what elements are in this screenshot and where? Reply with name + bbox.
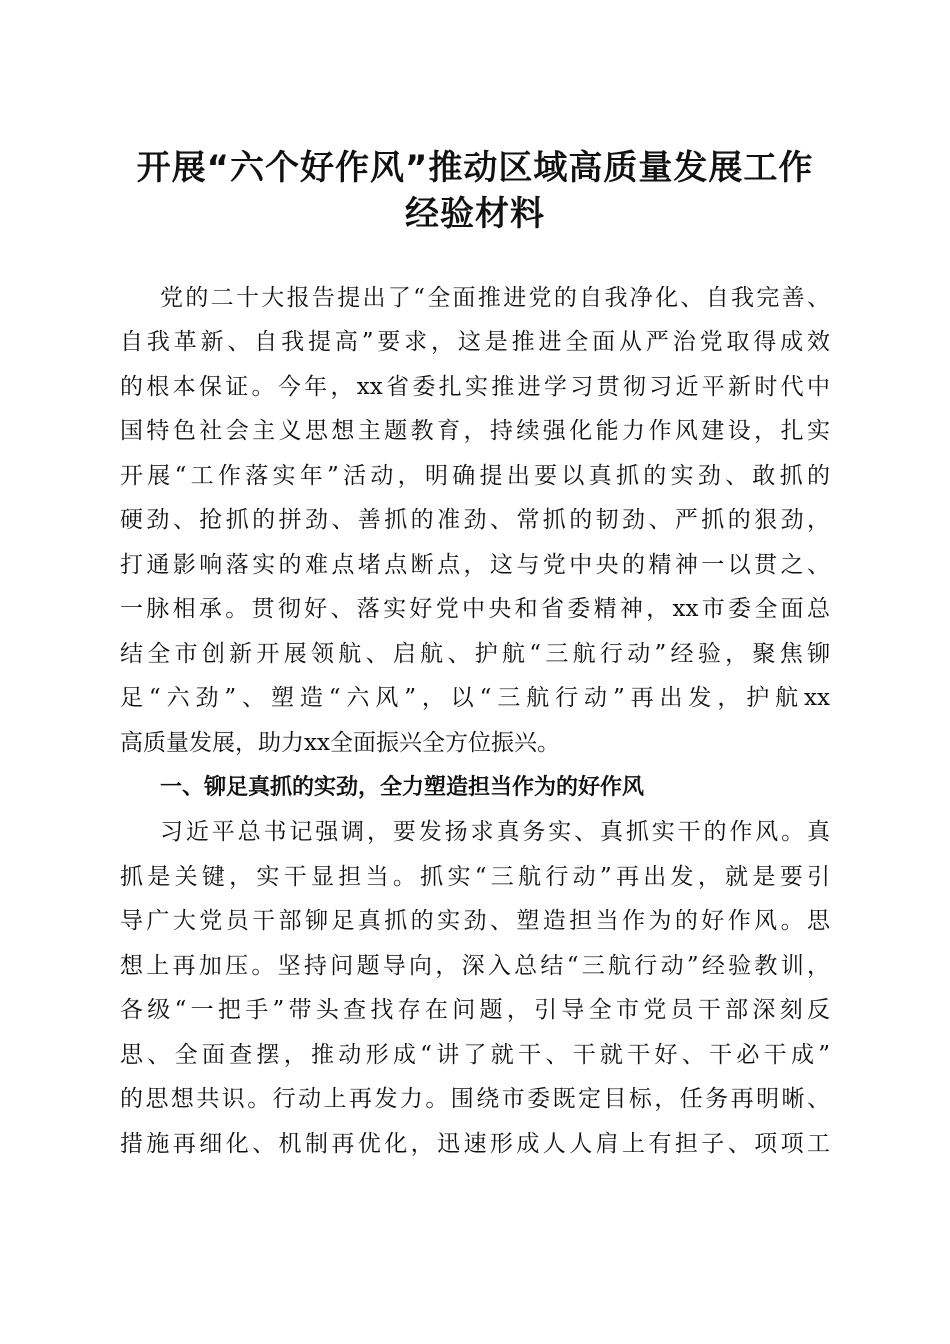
paragraph-2-line: 导广大党员干部铆足真抓的实劲、塑造担当作为的好作风。思: [120, 908, 830, 934]
paragraph-2-line: 习近平总书记强调，要发扬求真务实、真抓实干的作风。真: [160, 819, 830, 845]
paragraph-2-line: 各级“一把手”带头查找存在问题，引导全市党员干部深刻反: [120, 997, 830, 1023]
paragraph-1-line: 结全市创新开展领航、启航、护航“三航行动”经验，聚焦铆: [120, 641, 830, 667]
paragraph-1-line: 的根本保证。今年，xx省委扎实推进学习贯彻习近平新时代中: [120, 374, 830, 400]
paragraph-2-line: 的思想共识。行动上再发力。围绕市委既定目标，任务再明晰、: [120, 1086, 830, 1112]
document-title-line-2: 经验材料: [405, 194, 545, 234]
paragraph-1-line: 自我革新、自我提高”要求，这是推进全面从严治党取得成效: [120, 329, 830, 355]
paragraph-2-line: 措施再细化、机制再优化，迅速形成人人肩上有担子、项项工: [120, 1131, 830, 1157]
paragraph-1-line: 一脉相承。贯彻好、落实好党中央和省委精神，xx市委全面总: [120, 596, 830, 622]
section-heading-1: 一、铆足真抓的实劲，全力塑造担当作为的好作风: [160, 775, 645, 800]
paragraph-1-line: 高质量发展，助力xx全面振兴全方位振兴。: [120, 730, 560, 756]
paragraph-2-line: 思、全面查摆，推动形成“讲了就干、干就干好、干必干成”: [120, 1042, 830, 1068]
paragraph-1-line: 硬劲、抢抓的拼劲、善抓的准劲、常抓的韧劲、严抓的狠劲，: [120, 507, 830, 533]
paragraph-2-line: 想上再加压。坚持问题导向，深入总结“三航行动”经验教训，: [120, 953, 830, 979]
paragraph-1-line: 开展“工作落实年”活动，明确提出要以真抓的实劲、敢抓的: [120, 463, 830, 489]
paragraph-1-line: 国特色社会主义思想主题教育，持续强化能力作风建设，扎实: [120, 418, 830, 444]
paragraph-1-line: 足“六劲”、塑造“六风”，以“三航行动”再出发，护航xx: [120, 685, 830, 711]
paragraph-2-line: 抓是关键，实干显担当。抓实“三航行动”再出发，就是要引: [120, 864, 830, 890]
document-title-line-1: 开展“六个好作风”推动区域高质量发展工作: [136, 148, 814, 188]
paragraph-1-line: 打通影响落实的难点堵点断点，这与党中央的精神一以贯之、: [120, 552, 830, 578]
paragraph-1-line: 党的二十大报告提出了“全面推进党的自我净化、自我完善、: [160, 285, 830, 311]
